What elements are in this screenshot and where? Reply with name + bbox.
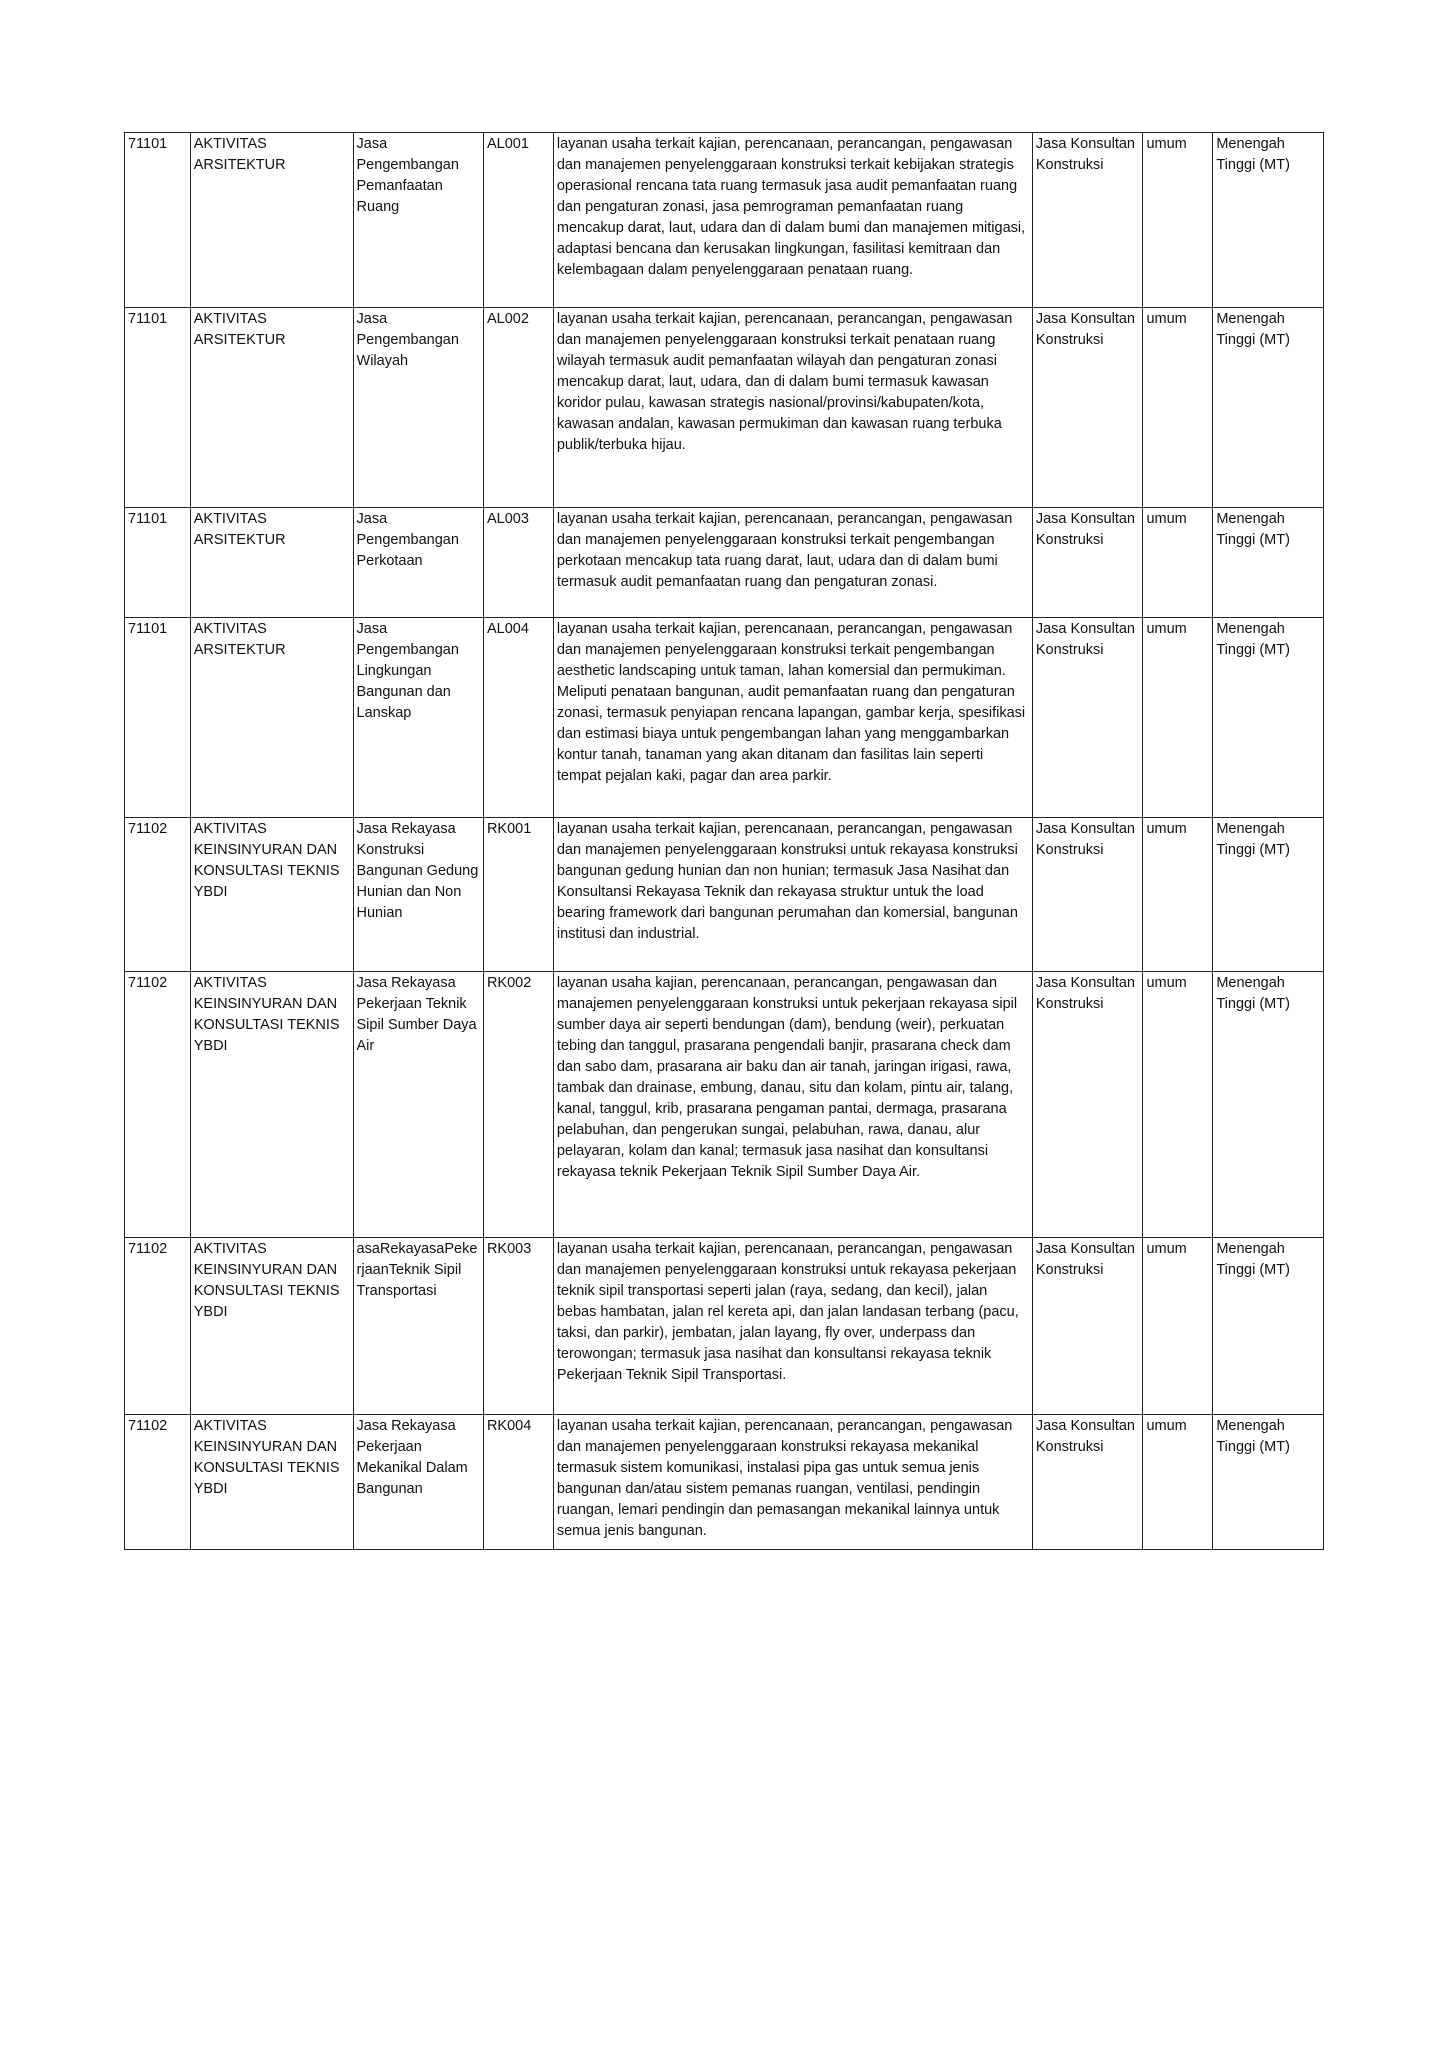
- kbli-title-cell: AKTIVITAS ARSITEKTUR: [190, 133, 353, 308]
- kbli-code-cell: 71101: [125, 618, 191, 818]
- subfield-code-cell: RK001: [483, 818, 553, 972]
- nature-cell: umum: [1143, 972, 1213, 1238]
- table-row: [125, 618, 1324, 818]
- nature-cell: umum: [1143, 818, 1213, 972]
- table-row: [125, 972, 1324, 1238]
- subfield-code-cell: AL001: [483, 133, 553, 308]
- subfield-code-cell: RK002: [483, 972, 553, 1238]
- subfield-cell: Jasa Rekayasa Konstruksi Bangunan Gedung Hunian dan Non Hunian: [353, 818, 483, 972]
- table-row: [125, 818, 1324, 972]
- qualification-cell: Menengah Tinggi (MT): [1213, 972, 1324, 1238]
- kbli-title-cell: AKTIVITAS KEINSINYURAN DAN KONSULTASI TEKNIS YBDI: [190, 1415, 353, 1550]
- business-type-cell: Jasa Konsultan Konstruksi: [1032, 1238, 1143, 1415]
- business-type-cell: Jasa Konsultan Konstruksi: [1032, 133, 1143, 308]
- subfield-cell: Jasa Pengembangan Lingkungan Bangunan dan Lanskap: [353, 618, 483, 818]
- kbli-code-cell: 71101: [125, 308, 191, 508]
- document-page: [124, 132, 1324, 1550]
- kbli-table: [124, 132, 1324, 1550]
- qualification-cell: Menengah Tinggi (MT): [1213, 618, 1324, 818]
- kbli-title-cell: AKTIVITAS ARSITEKTUR: [190, 508, 353, 618]
- kbli-title-cell: AKTIVITAS KEINSINYURAN DAN KONSULTASI TEKNIS YBDI: [190, 1238, 353, 1415]
- nature-cell: umum: [1143, 1415, 1213, 1550]
- qualification-cell: Menengah Tinggi (MT): [1213, 508, 1324, 618]
- nature-cell: umum: [1143, 618, 1213, 818]
- subfield-code-cell: AL004: [483, 618, 553, 818]
- description-cell: layanan usaha terkait kajian, perencanaan, perancangan, pengawasan dan manajemen penyelenggaraan konstruksi terkait pengembangan perkotaan mencakup tata ruang darat, laut, udara dan di dalam bumi termasuk audit pemanfaatan ruang dan pengaturan zonasi.: [553, 508, 1032, 618]
- qualification-cell: Menengah Tinggi (MT): [1213, 308, 1324, 508]
- description-cell: layanan usaha terkait kajian, perencanaan, perancangan, pengawasan dan manajemen penyelenggaraan konstruksi untuk rekayasa konstruksi bangunan gedung hunian dan non hunian; termasuk Jasa Nasihat dan Konsultansi Rekayasa Teknik dan rekayasa struktur untuk the load bearing framework dari bangunan perumahan dan komersial, bangunan institusi dan industrial.: [553, 818, 1032, 972]
- subfield-code-cell: AL002: [483, 308, 553, 508]
- subfield-code-cell: AL003: [483, 508, 553, 618]
- qualification-cell: Menengah Tinggi (MT): [1213, 818, 1324, 972]
- kbli-title-cell: AKTIVITAS KEINSINYURAN DAN KONSULTASI TEKNIS YBDI: [190, 818, 353, 972]
- table-row: [125, 308, 1324, 508]
- description-cell: layanan usaha terkait kajian, perencanaan, perancangan, pengawasan dan manajemen penyelenggaraan konstruksi untuk rekayasa pekerjaan teknik sipil transportasi seperti jalan (raya, sedang, dan kecil), jalan bebas hambatan, jalan rel kereta api, dan jalan landasan terbang (pacu, taksi, dan parkir), jembatan, jalan layang, fly over, underpass dan terowongan; termasuk jasa nasihat dan konsultansi rekayasa teknik Pekerjaan Teknik Sipil Transportasi.: [553, 1238, 1032, 1415]
- business-type-cell: Jasa Konsultan Konstruksi: [1032, 308, 1143, 508]
- kbli-code-cell: 71102: [125, 1415, 191, 1550]
- subfield-code-cell: RK003: [483, 1238, 553, 1415]
- subfield-cell: Jasa Pengembangan Perkotaan: [353, 508, 483, 618]
- description-cell: layanan usaha terkait kajian, perencanaan, perancangan, pengawasan dan manajemen penyelenggaraan konstruksi terkait pengembangan aesthetic landscaping untuk taman, lahan komersial dan permukiman. Meliputi penataan bangunan, audit pemanfaatan ruang dan pengaturan zonasi, termasuk penyiapan rencana lapangan, gambar kerja, spesifikasi dan estimasi biaya untuk pengembangan lahan yang menggambarkan kontur tanah, tanaman yang akan ditanam dan fasilitas lain seperti tempat pejalan kaki, pagar dan area parkir.: [553, 618, 1032, 818]
- kbli-code-cell: 71102: [125, 972, 191, 1238]
- business-type-cell: Jasa Konsultan Konstruksi: [1032, 618, 1143, 818]
- subfield-cell: asaRekayasaPekerjaanTeknik Sipil Transportasi: [353, 1238, 483, 1415]
- kbli-title-cell: AKTIVITAS KEINSINYURAN DAN KONSULTASI TEKNIS YBDI: [190, 972, 353, 1238]
- subfield-cell: Jasa Rekayasa Pekerjaan Mekanikal Dalam Bangunan: [353, 1415, 483, 1550]
- kbli-title-cell: AKTIVITAS ARSITEKTUR: [190, 308, 353, 508]
- nature-cell: umum: [1143, 133, 1213, 308]
- nature-cell: umum: [1143, 1238, 1213, 1415]
- qualification-cell: Menengah Tinggi (MT): [1213, 1415, 1324, 1550]
- subfield-code-cell: RK004: [483, 1415, 553, 1550]
- description-cell: layanan usaha kajian, perencanaan, perancangan, pengawasan dan manajemen penyelenggaraan konstruksi untuk pekerjaan rekayasa sipil sumber daya air seperti bendungan (dam), bendung (weir), perkuatan tebing dan tanggul, prasarana pengendali banjir, prasarana check dam dan sabo dam, prasarana air baku dan air tanah, jaringan irigasi, rawa, tambak dan drainase, embung, danau, situ dan kolam, pintu air, talang, kanal, tanggul, krib, prasarana pengaman pantai, dermaga, prasarana pelabuhan, dan pengerukan sungai, pelabuhan, rawa, danau, alur pelayaran, kolam dan kanal; termasuk jasa nasihat dan konsultansi rekayasa teknik Pekerjaan Teknik Sipil Sumber Daya Air.: [553, 972, 1032, 1238]
- kbli-code-cell: 71102: [125, 1238, 191, 1415]
- qualification-cell: Menengah Tinggi (MT): [1213, 1238, 1324, 1415]
- kbli-title-cell: AKTIVITAS ARSITEKTUR: [190, 618, 353, 818]
- nature-cell: umum: [1143, 308, 1213, 508]
- kbli-code-cell: 71101: [125, 133, 191, 308]
- table-row: [125, 508, 1324, 618]
- nature-cell: umum: [1143, 508, 1213, 618]
- description-cell: layanan usaha terkait kajian, perencanaan, perancangan, pengawasan dan manajemen penyelenggaraan konstruksi terkait penataan ruang wilayah termasuk audit pemanfaatan wilayah dan pengaturan zonasi mencakup darat, laut, udara, dan di dalam bumi termasuk kawasan koridor pulau, kawasan strategis nasional/provinsi/kabupaten/kota, kawasan andalan, kawasan permukiman dan kawasan ruang terbuka publik/terbuka hijau.: [553, 308, 1032, 508]
- business-type-cell: Jasa Konsultan Konstruksi: [1032, 508, 1143, 618]
- table-row: [125, 133, 1324, 308]
- qualification-cell: Menengah Tinggi (MT): [1213, 133, 1324, 308]
- kbli-code-cell: 71101: [125, 508, 191, 618]
- description-cell: layanan usaha terkait kajian, perencanaan, perancangan, pengawasan dan manajemen penyelenggaraan konstruksi terkait kebijakan strategis operasional rencana tata ruang termasuk jasa audit pemanfaatan ruang dan pengaturan zonasi, jasa pemrograman pemanfaatan ruang mencakup darat, laut, udara dan di dalam bumi dan manajemen mitigasi, adaptasi bencana dan kerusakan lingkungan, fasilitasi kemitraan dan kelembagaan dalam penyelenggaraan penataan ruang.: [553, 133, 1032, 308]
- subfield-cell: Jasa Rekayasa Pekerjaan Teknik Sipil Sumber Daya Air: [353, 972, 483, 1238]
- business-type-cell: Jasa Konsultan Konstruksi: [1032, 818, 1143, 972]
- table-row: [125, 1415, 1324, 1550]
- table-row: [125, 1238, 1324, 1415]
- description-cell: layanan usaha terkait kajian, perencanaan, perancangan, pengawasan dan manajemen penyelenggaraan konstruksi rekayasa mekanikal termasuk sistem komunikasi, instalasi pipa gas untuk semua jenis bangunan dan/atau sistem pemanas ruangan, ventilasi, pendingin ruangan, lemari pendingin dan pemasangan mekanikal lainnya untuk semua jenis bangunan.: [553, 1415, 1032, 1550]
- subfield-cell: Jasa Pengembangan Pemanfaatan Ruang: [353, 133, 483, 308]
- business-type-cell: Jasa Konsultan Konstruksi: [1032, 972, 1143, 1238]
- kbli-code-cell: 71102: [125, 818, 191, 972]
- business-type-cell: Jasa Konsultan Konstruksi: [1032, 1415, 1143, 1550]
- subfield-cell: Jasa Pengembangan Wilayah: [353, 308, 483, 508]
